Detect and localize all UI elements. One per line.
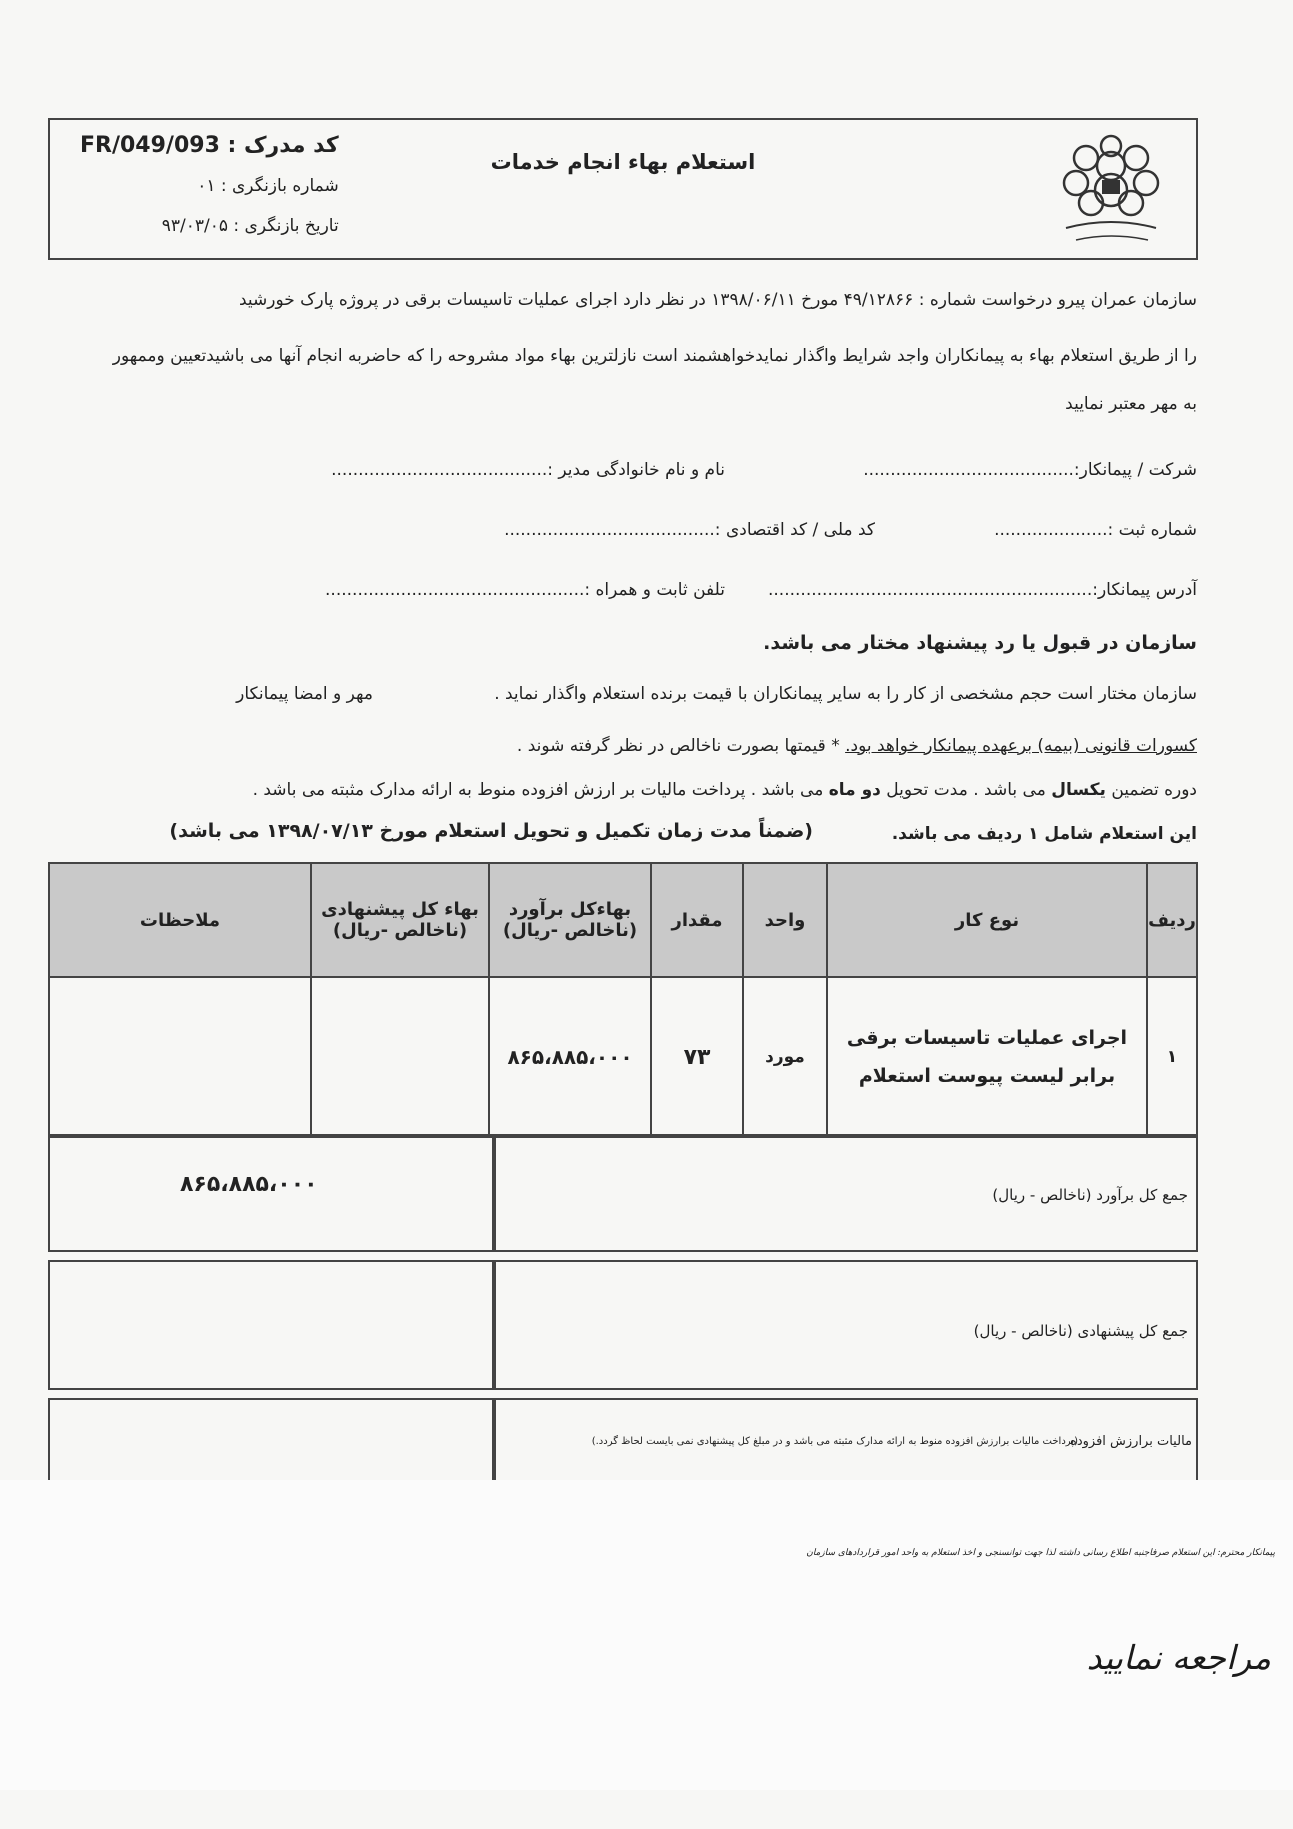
revision-number: شماره بازنگری : ۰۱ <box>197 176 339 196</box>
accept-reject-note: سازمان در قبول یا رد پیشنهاد مختار می باشد. <box>763 632 1197 654</box>
revision-date: تاریخ بازنگری : ۹۳/۰۳/۰۵ <box>161 216 339 236</box>
cell-quantity: ۷۳ <box>651 977 743 1137</box>
cell-unit: مورد <box>743 977 827 1137</box>
registration-number-field[interactable]: شماره ثبت :..................... <box>994 520 1197 540</box>
col-remarks: ملاحظات <box>49 863 311 977</box>
col-quantity: مقدار <box>651 863 743 977</box>
col-unit: واحد <box>743 863 827 977</box>
delivery-period: دو ماه <box>828 780 881 800</box>
warranty-text-c: می باشد . مدت تحویل <box>880 780 1052 800</box>
deductions-underlined: کسورات قانونی (بیمه) برعهده پیمانکار خواهد بود. <box>845 736 1197 756</box>
estimate-total-value-box <box>48 1134 494 1252</box>
handwritten-line-1: پیمانکار محترم: این استعلام صرفاجنبه اطلاع رسانی داشته لذا جهت توانسنجی و اخذ استعلام به واحد امور قراردادهای سازمان <box>806 1548 1275 1558</box>
intro-line-3: به مهر معتبر نمایید <box>1065 394 1197 414</box>
cell-work-type: اجرای عملیات تاسیسات برقی برابر لیست پیوست استعلام <box>827 977 1147 1137</box>
cell-offer[interactable] <box>311 977 489 1137</box>
cell-row: ۱ <box>1147 977 1197 1137</box>
document-header <box>48 118 1198 260</box>
deductions-rest: * قیمتها بصورت ناخالص در نظر گرفته شوند . <box>516 736 846 756</box>
col-work-type: نوع کار <box>827 863 1147 977</box>
document-code: کد مدرک : FR/049/093 <box>80 133 339 158</box>
seal-signature-label: مهر و امضا پیمانکار <box>236 684 373 704</box>
deductions-note <box>517 736 1197 756</box>
warranty-text-e: می باشد . پرداخت مالیات بر ارزش افزوده منوط به ارائه مدارک مثبته می باشد . <box>252 780 829 800</box>
estimate-total-label: جمع کل برآورد (ناخالص - ریال) <box>992 1186 1188 1204</box>
intro-line-2: را از طریق استعلام بهاء به پیمانکاران واجد شرایط واگذار نمایدخواهشمند است نازلترین بهاء مواد مشروحه را که حاضربه انجام آنها می باشیدتعیین وممهور <box>112 346 1197 366</box>
col-estimate: بهاءکل برآورد (ناخالص -ریال) <box>489 863 651 977</box>
items-table <box>48 862 1198 1138</box>
table-row <box>49 977 1197 1137</box>
handwritten-note-strip <box>0 1480 1293 1790</box>
rows-count-note: این استعلام شامل ۱ ردیف می باشد. <box>891 824 1197 844</box>
volume-note: سازمان مختار است حجم مشخصی از کار را به سایر پیمانکاران با قیمت برنده استعلام واگذار نماید . <box>494 684 1197 704</box>
offer-total-label-box <box>494 1260 1198 1390</box>
document-meta <box>80 126 339 246</box>
col-offer: بهاء کل پیشنهادی (ناخالص -ریال) <box>311 863 489 977</box>
vat-note: (پرداخت مالیات برارزش افزوده منوط به ارائه مدارک مثبته می باشد و در مبلغ کل پیشنهادی نمی بایست لحاظ گردد.) <box>591 1436 1078 1447</box>
phone-field[interactable]: تلفن ثابت و همراه :................................................ <box>325 580 725 600</box>
company-field[interactable]: شرکت / پیمانکار:....................................... <box>863 460 1197 480</box>
manager-field[interactable]: نام و نام خانوادگی مدیر :........................................ <box>331 460 725 480</box>
offer-total-value-box[interactable] <box>48 1260 494 1390</box>
estimate-total-value: ۸۶۵،۸۸۵،۰۰۰ <box>180 1172 318 1197</box>
handwritten-line-2: مراجعه نمایید <box>1086 1638 1271 1677</box>
warranty-text-a: دوره تضمین <box>1105 780 1197 800</box>
form-title: استعلام بهاء انجام خدمات <box>490 150 756 174</box>
estimate-total-label-box <box>494 1134 1198 1252</box>
intro-line-1: سازمان عمران پیرو درخواست شماره : ۴۹/۱۲۸۶۶ مورخ ۱۳۹۸/۰۶/۱۱ در نظر دارد اجرای عملیات تاسیسات برقی در پروژه پارک خورشید <box>238 290 1197 310</box>
warranty-period: یکسال <box>1051 780 1106 800</box>
col-row: ردیف <box>1147 863 1197 977</box>
mashhad-municipality-logo <box>1036 128 1186 250</box>
cell-estimate: ۸۶۵،۸۸۵،۰۰۰ <box>489 977 651 1137</box>
vat-label: مالیات برارزش افزوده <box>1070 1434 1192 1449</box>
cell-remarks[interactable] <box>49 977 311 1137</box>
warranty-note <box>253 780 1197 800</box>
table-header-row <box>49 863 1197 977</box>
offer-total-label: جمع کل پیشنهادی (ناخالص - ریال) <box>973 1322 1188 1340</box>
national-id-field[interactable]: کد ملی / کد اقتصادی :....................................... <box>504 520 875 540</box>
deadline-note: (ضمناً مدت زمان تکمیل و تحویل استعلام مورخ ۱۳۹۸/۰۷/۱۳ می باشد) <box>169 820 813 842</box>
address-field[interactable]: آدرس پیمانکار:............................................................ <box>768 580 1197 600</box>
